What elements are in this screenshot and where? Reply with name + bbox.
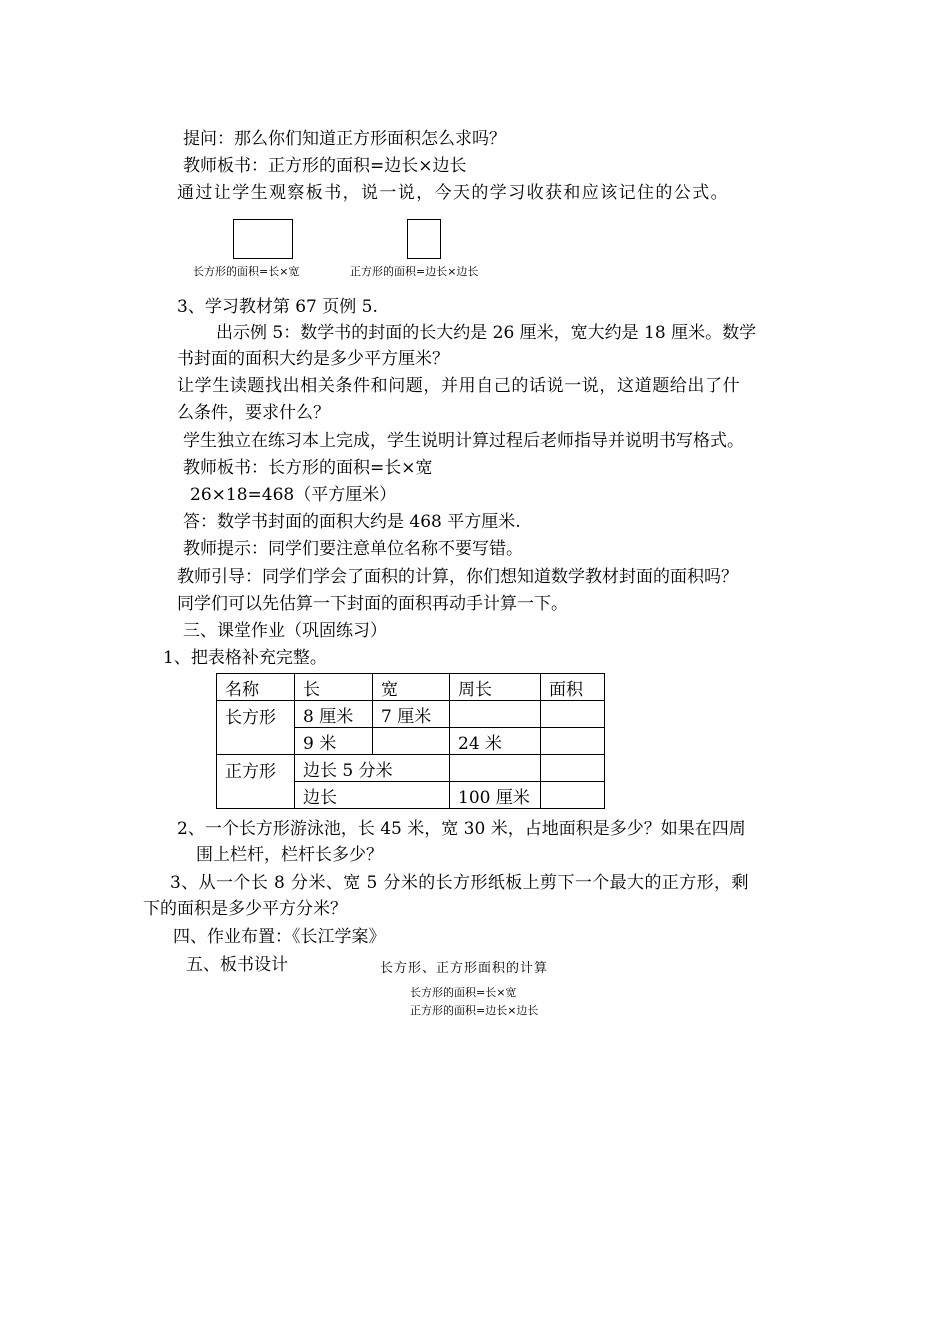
table-cell xyxy=(541,728,605,755)
table-header-cell: 面积 xyxy=(541,674,605,701)
text-line: 提问：那么你们知道正方形面积怎么求吗？ xyxy=(183,129,506,149)
table-cell: 7 厘米 xyxy=(373,701,450,728)
table-cell xyxy=(541,755,605,782)
table-header-cell: 名称 xyxy=(217,674,295,701)
board-design-title: 长方形、正方形面积的计算 xyxy=(380,961,549,976)
table-cell: 100 厘米 xyxy=(450,782,541,809)
table-cell: 9 米 xyxy=(295,728,373,755)
rectangle-area-caption: 长方形的面积=长×宽 xyxy=(193,265,300,278)
text-line: 出示例 5：数学书的封面的长大约是 26 厘米，宽大约是 18 厘米。数学 xyxy=(216,323,757,343)
text-line: 通过让学生观察板书，说一说，今天的学习收获和应该记住的公式。 xyxy=(177,183,729,203)
text-line: 学生独立在练习本上完成，学生说明计算过程后老师指导并说明书写格式。 xyxy=(183,431,744,451)
text-line: 26×18=468（平方厘米） xyxy=(190,485,397,505)
text-line: 3、学习教材第 67 页例 5. xyxy=(177,297,378,317)
text-line: 么条件，要求什么？ xyxy=(177,403,330,423)
section-heading: 五、板书设计 xyxy=(186,955,288,975)
table-cell: 边长 5 分米 xyxy=(295,755,450,782)
section-heading: 三、课堂作业（巩固练习） xyxy=(183,621,387,641)
text-line: 答：数学书封面的面积大约是 468 平方厘米. xyxy=(183,512,521,532)
board-rectangle-formula: 长方形的面积=长×宽 xyxy=(410,986,517,999)
table-cell: 长方形 xyxy=(217,701,295,755)
text-line: 教师提示：同学们要注意单位名称不要写错。 xyxy=(183,539,523,559)
table-cell xyxy=(450,755,541,782)
table-header-cell: 宽 xyxy=(373,674,450,701)
board-square-formula: 正方形的面积=边长×边长 xyxy=(410,1004,539,1017)
section-heading: 四、作业布置：《长江学案》 xyxy=(173,927,386,947)
exercise-item: 2、一个长方形游泳池，长 45 米，宽 30 米，占地面积是多少？如果在四周 xyxy=(177,819,746,839)
table-cell: 正方形 xyxy=(217,755,295,809)
text-line: 教师板书：长方形的面积=长×宽 xyxy=(183,458,433,478)
exercise-table xyxy=(216,673,605,809)
text-line: 同学们可以先估算一下封面的面积再动手计算一下。 xyxy=(177,594,568,614)
exercise-item: 1、把表格补充完整。 xyxy=(163,648,327,668)
text-line: 让学生读题找出相关条件和问题，并用自己的话说一说，这道题给出了什 xyxy=(177,376,741,396)
text-line: 教师板书：正方形的面积=边长×边长 xyxy=(183,156,467,176)
table-cell: 8 厘米 xyxy=(295,701,373,728)
text-line: 书封面的面积大约是多少平方厘米？ xyxy=(177,349,449,369)
table-cell xyxy=(450,701,541,728)
table-cell: 24 米 xyxy=(450,728,541,755)
table-cell xyxy=(541,701,605,728)
rectangle-figure xyxy=(233,219,293,259)
text-line: 围上栏杆，栏杆长多少？ xyxy=(196,845,383,865)
table-header-cell: 周长 xyxy=(450,674,541,701)
text-line: 教师引导：同学们学会了面积的计算，你们想知道数学教材封面的面积吗？ xyxy=(177,567,738,587)
square-figure xyxy=(407,219,441,259)
table-cell xyxy=(541,782,605,809)
square-area-caption: 正方形的面积=边长×边长 xyxy=(350,265,479,278)
table-cell xyxy=(373,728,450,755)
table-header-row xyxy=(217,674,605,701)
table-cell: 边长 xyxy=(295,782,450,809)
table-row xyxy=(217,755,605,782)
table-header-cell: 长 xyxy=(295,674,373,701)
exercise-item: 3、从一个长 8 分米、宽 5 分米的长方形纸板上剪下一个最大的正方形，剩 xyxy=(170,873,749,893)
text-line: 下的面积是多少平方分米？ xyxy=(143,899,347,919)
table-row xyxy=(217,701,605,728)
